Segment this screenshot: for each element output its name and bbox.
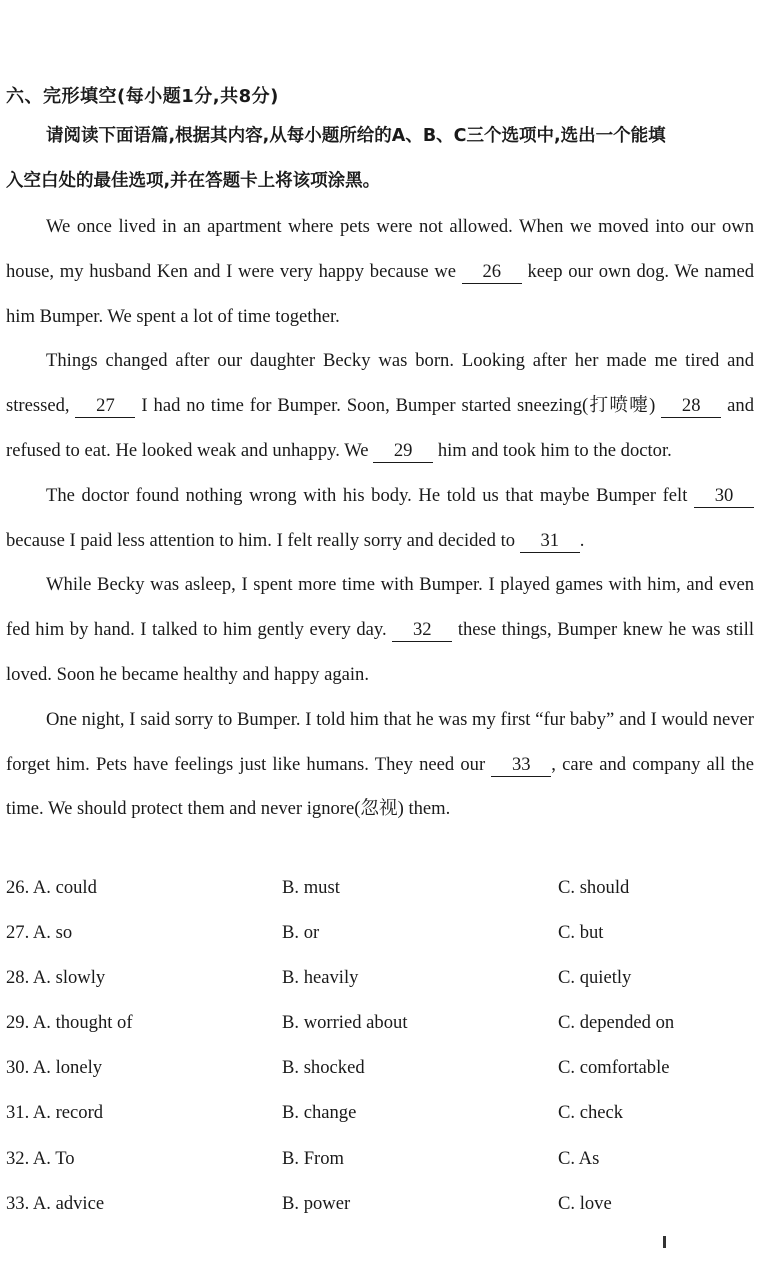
option-c: C. check xyxy=(558,1102,624,1124)
question-row xyxy=(6,1148,754,1193)
paragraph-text: While Becky was asleep, I spent more time with Bumper. I played games with him, and even fed him by hand. I talked to him gently every day. xyxy=(6,574,754,641)
paragraph-text: him and took him to the doctor. xyxy=(437,439,672,461)
paragraph-text: I had no time for Bumper. Soon, Bumper started sneezing(打喷嚏) xyxy=(141,395,656,417)
option-a: 30. A. lonely xyxy=(6,1057,103,1079)
option-c: C. should xyxy=(558,877,630,898)
option-a: 31. A. record xyxy=(6,1102,104,1124)
paragraph-text: Things changed after our daughter Becky was born. Looking after her made me tired and stressed, xyxy=(6,350,754,417)
paragraph-text: keep our own dog. We named him Bumper. We spent a lot of time together. xyxy=(6,260,754,327)
pen-mark xyxy=(663,1236,666,1248)
paragraph-text: , care and company all the time. We should protect them and never ignore(忽视) them. xyxy=(6,753,754,820)
paragraph-1 xyxy=(6,205,754,339)
question-row xyxy=(6,922,754,967)
option-b: B. must xyxy=(282,877,340,898)
paragraph-text: and refused to eat. He looked weak and unhappy. We xyxy=(6,395,755,461)
paragraph-5 xyxy=(6,698,754,832)
option-b: B. shocked xyxy=(282,1057,365,1079)
question-row xyxy=(6,1193,754,1238)
section-title: 六、完形填空(每小题1分,共8分) xyxy=(6,86,279,107)
question-row xyxy=(6,1057,754,1102)
question-row xyxy=(6,877,754,922)
blank-32: 32 xyxy=(392,619,452,642)
option-a: 27. A. so xyxy=(6,922,73,944)
option-b: B. worried about xyxy=(282,1012,408,1034)
question-row xyxy=(6,967,754,1012)
option-a: 33. A. advice xyxy=(6,1192,105,1214)
blank-27: 27 xyxy=(75,395,135,418)
paragraph-4 xyxy=(6,563,754,697)
option-c: C. love xyxy=(558,1192,612,1214)
paragraph-text: We once lived in an apartment where pets were not allowed. When we moved into our own house, my husband Ken and I were very happy because we xyxy=(6,216,754,282)
paragraph-text: these things, Bumper knew he was still loved. Soon he became healthy and happy again. xyxy=(6,619,755,685)
question-row xyxy=(6,1102,754,1147)
paragraph-2 xyxy=(6,339,754,473)
option-c: C. comfortable xyxy=(558,1057,670,1079)
blank-31: 31 xyxy=(520,530,580,553)
option-b: B. power xyxy=(282,1192,351,1214)
question-row xyxy=(6,1012,754,1057)
cloze-passage xyxy=(6,205,754,832)
option-c: C. quietly xyxy=(558,967,632,989)
option-b: B. heavily xyxy=(282,967,359,989)
option-a: 26. A. could xyxy=(6,877,97,898)
blank-33: 33 xyxy=(491,754,551,777)
option-b: B. change xyxy=(282,1102,357,1124)
option-c: C. depended on xyxy=(558,1012,675,1034)
option-c: C. but xyxy=(558,922,604,944)
instruction-line-1: 请阅读下面语篇,根据其内容,从每小题所给的A、B、C三个选项中,选出一个能填 xyxy=(46,126,666,146)
paragraph-text: The doctor found nothing wrong with his body. He told us that maybe Bumper felt xyxy=(46,484,688,506)
option-a: 32. A. To xyxy=(6,1147,75,1169)
blank-28: 28 xyxy=(661,395,721,418)
blank-30: 30 xyxy=(694,485,754,508)
option-b: B. From xyxy=(282,1147,344,1169)
paragraph-3 xyxy=(6,474,754,564)
paragraph-text: . xyxy=(579,529,585,551)
paragraph-text: One night, I said sorry to Bumper. I told him that he was my first “fur baby” and I would never forget him. Pets have feelings just like humans. They need our xyxy=(6,708,754,775)
option-c: C. As xyxy=(558,1147,600,1169)
blank-26: 26 xyxy=(462,261,522,284)
instruction-line-2: 入空白处的最佳选项,并在答题卡上将该项涂黑。 xyxy=(6,171,381,191)
option-a: 29. A. thought of xyxy=(6,1012,133,1034)
paragraph-text: because I paid less attention to him. I felt really sorry and decided to xyxy=(6,529,516,551)
option-b: B. or xyxy=(282,922,320,944)
option-a: 28. A. slowly xyxy=(6,967,106,989)
answer-options xyxy=(6,877,754,1238)
blank-29: 29 xyxy=(373,440,433,463)
